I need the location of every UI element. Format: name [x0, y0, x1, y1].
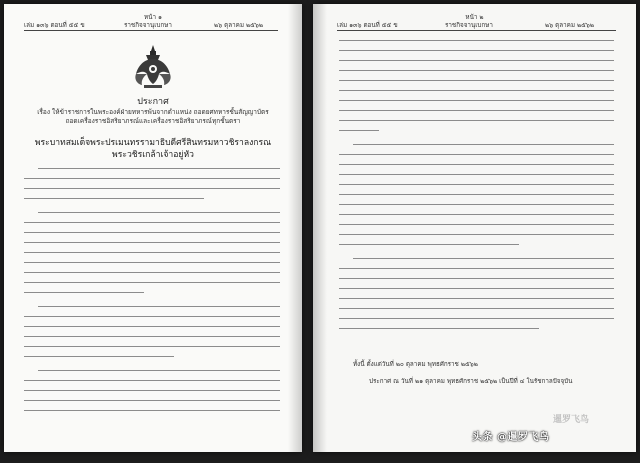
gazette-date: ๒๖ ตุลาคม ๒๕๖๒ [545, 22, 595, 29]
royal-heading: พระบาทสมเด็จพระปรเมนทรรามาธิบดีศรีสินทรมหาวชิราลงกรณ [34, 138, 272, 148]
page-number: หน้า ๒ [465, 14, 484, 21]
royal-heading: พระวชิรเกล้าเจ้าอยู่หัว [112, 150, 194, 160]
faint-watermark: 暹罗飞鸟 [553, 415, 590, 425]
gazette-date: ๒๖ ตุลาคม ๒๕๖๒ [214, 22, 264, 29]
announcement-title: ประกาศ [137, 97, 169, 107]
gazette-page-left [4, 4, 302, 452]
gazette-name: ราชกิจจานุเบกษา [445, 22, 493, 29]
body-text-block [24, 168, 280, 418]
gazette-volume: เล่ม ๑๓๖ ตอนที่ ๕๕ ข [337, 22, 398, 29]
royal-garuda-seal-icon [132, 44, 174, 90]
gazette-name: ราชกิจจานุเบกษา [124, 22, 172, 29]
page-spine-shadow [288, 4, 302, 452]
gazette-volume: เล่ม ๑๓๖ ตอนที่ ๕๕ ข [24, 22, 85, 29]
header-rule [24, 30, 278, 31]
gazette-page-right [313, 4, 636, 452]
subject-line: ถอดเครื่องราชอิสริยาภรณ์และเครื่องราชอิสริยาภรณ์ทุกชั้นตรา [65, 117, 241, 125]
subject-line: เรื่อง ให้ข้าราชการในพระองค์ฝ่ายทหารพ้นจากตำแหน่ง ถอดยศทหารชั้นสัญญาบัตร [37, 108, 269, 116]
body-text-block [339, 40, 614, 340]
announcement-date-line: ประกาศ ณ วันที่ ๒๑ ตุลาคม พุทธศักราช ๒๕๖๒ เป็นปีที่ ๔ ในรัชกาลปัจจุบัน [369, 378, 573, 385]
effective-date-line: ทั้งนี้ ตั้งแต่วันที่ ๒๐ ตุลาคม พุทธศักราช ๒๕๖๒ [353, 361, 478, 368]
page-number: หน้า ๑ [144, 14, 162, 21]
header-rule [337, 30, 616, 31]
source-watermark: 头条 @暹罗飞鸟 [472, 432, 550, 443]
page-spine-shadow [313, 4, 327, 452]
